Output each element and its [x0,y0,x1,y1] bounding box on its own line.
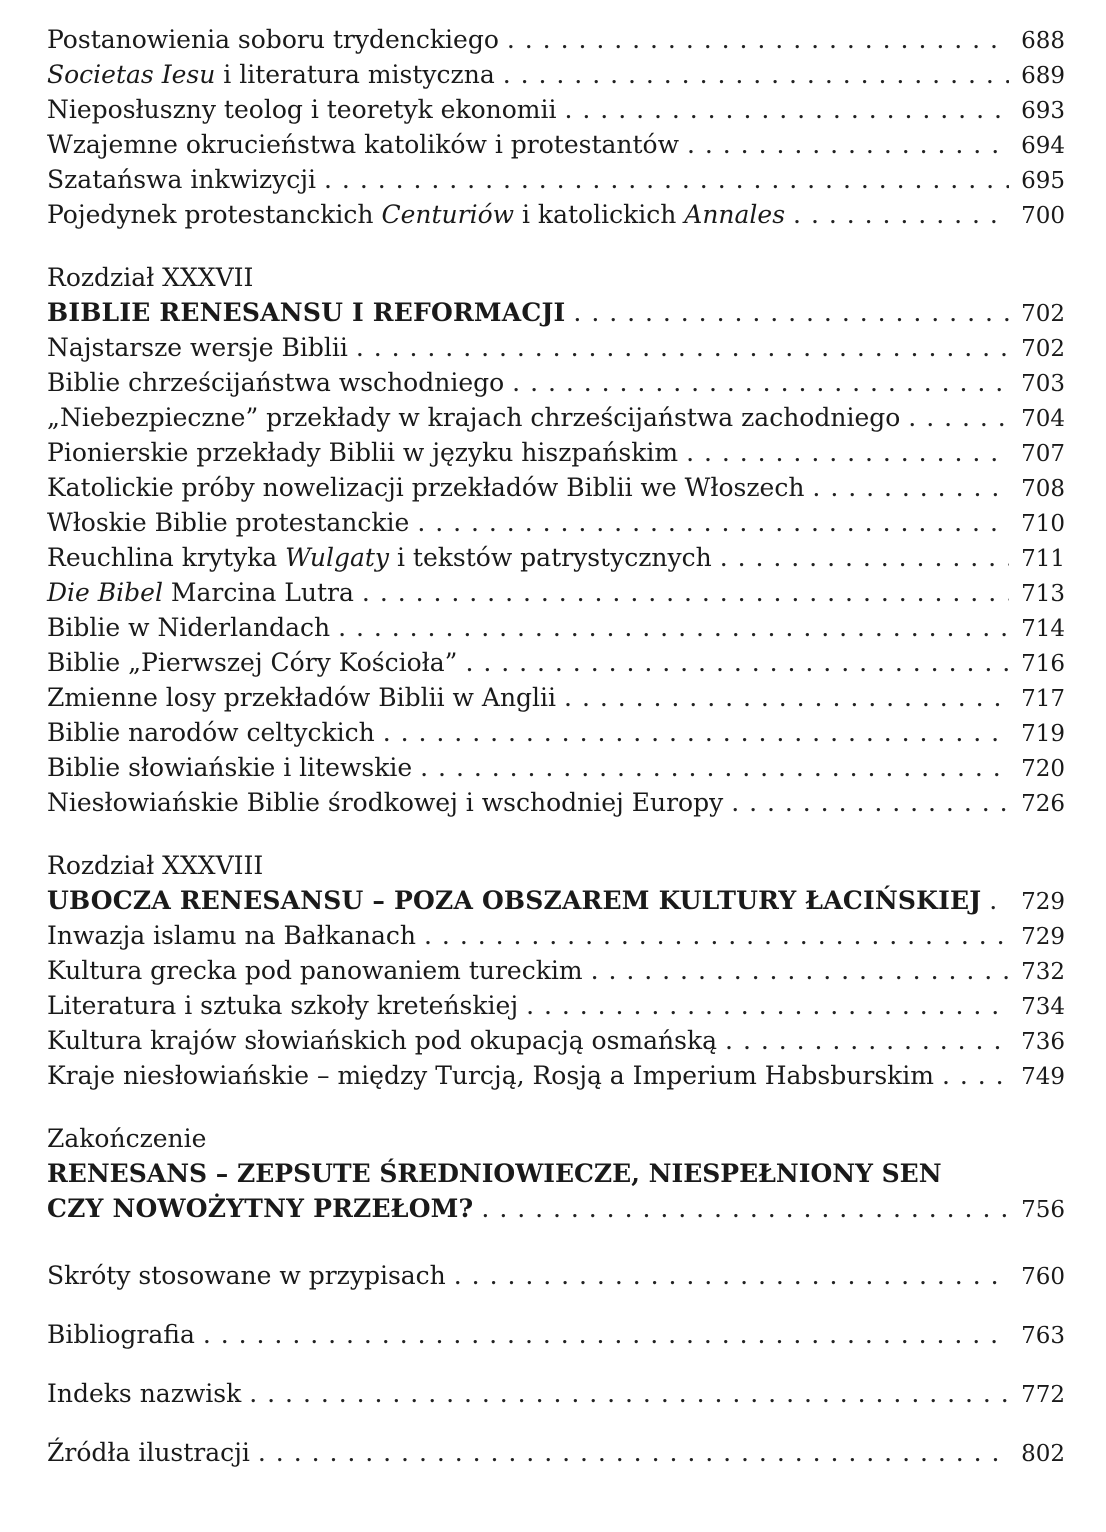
table-of-contents [47,22,1065,1470]
toc-entry-page: 710 [1021,511,1065,537]
toc-entry-title-italic: Annales [684,200,786,229]
toc-entry-title: Biblie w Niderlandach [47,613,331,642]
toc-entry[interactable] [47,365,1065,400]
dot-leader [812,470,1009,505]
toc-entry-title: Biblie chrześcijaństwa wschodniego [47,368,505,397]
toc-entry[interactable] [47,505,1065,540]
toc-entry[interactable] [47,715,1065,750]
dot-leader [564,680,1009,715]
dot-leader [591,953,1010,988]
toc-entry-title [47,197,785,232]
toc-entry-page: 713 [1021,581,1065,607]
toc-entry-page: 749 [1021,1064,1065,1090]
toc-entry-page: 763 [1021,1323,1065,1349]
toc-entry-title-part: Pojedynek protestanckich [47,200,382,229]
chapter-title: UBOCZA RENESANSU – POZA OBSZAREM KULTURY ŁACIŃSKIEJ [47,886,982,915]
dot-leader [503,57,1009,92]
chapter-heading[interactable] [47,295,1065,330]
toc-entry-title: Biblie „Pierwszej Córy Kościoła” [47,648,458,677]
toc-entry-title: Najstarsze wersje Biblii [47,333,348,362]
toc-entry-page: 707 [1021,441,1065,467]
dot-leader [383,715,1009,750]
toc-entry-page: 732 [1021,959,1065,985]
toc-entry[interactable] [47,1376,1065,1411]
toc-entry-page: 688 [1021,28,1065,54]
dot-leader [481,1191,1009,1226]
toc-entry-page: 729 [1021,924,1065,950]
toc-entry-page: 693 [1021,98,1065,124]
chapter-page: 729 [1021,889,1065,915]
toc-entry[interactable] [47,162,1065,197]
toc-chapter-37 [47,260,1065,820]
chapter-label: Zakończenie [47,1124,207,1153]
toc-entry-title-part: i tekstów patrystycznych [389,543,712,572]
toc-entry-title: Inwazja islamu na Bałkanach [47,921,417,950]
toc-entry-title [47,575,354,610]
toc-entry[interactable] [47,1258,1065,1293]
toc-entry-page: 703 [1021,371,1065,397]
dot-leader [507,22,1009,57]
toc-entry[interactable] [47,197,1065,232]
toc-entry-title: Nieposłuszny teolog i teoretyk ekonomii [47,95,557,124]
dot-leader [942,1058,1009,1093]
toc-entry-page: 736 [1021,1029,1065,1055]
dot-leader [424,918,1009,953]
toc-conclusion [47,1121,1065,1226]
chapter-title-line-2: CZY NOWOŻYTNY PRZEŁOM? [47,1194,474,1223]
dot-leader [324,162,1009,197]
toc-entry[interactable] [47,785,1065,820]
toc-entry[interactable] [47,330,1065,365]
chapter-label: Rozdział XXXVIII [47,851,264,880]
dot-leader [526,988,1009,1023]
toc-entry-page: 720 [1021,756,1065,782]
dot-leader [420,750,1009,785]
toc-entry-title [47,540,712,575]
toc-entry-title-italic: Wulgaty [285,543,390,572]
toc-entry-title: Katolickie próby nowelizacji przekładów Biblii we Włoszech [47,473,805,502]
toc-entry[interactable] [47,400,1065,435]
toc-entry-page: 734 [1021,994,1065,1020]
toc-entry-page: 772 [1021,1382,1065,1408]
toc-entry-title: Kultura krajów słowiańskich pod okupacją osmańską [47,1026,718,1055]
toc-entry-title-italic: Centuriów [381,200,515,229]
toc-entry-page: 708 [1021,476,1065,502]
chapter-heading[interactable] [47,883,1065,918]
toc-entry-page: 689 [1021,63,1065,89]
toc-entry[interactable] [47,610,1065,645]
toc-entry-title: Źródła ilustracji [47,1438,250,1467]
toc-entry[interactable] [47,470,1065,505]
chapter-title: BIBLIE RENESANSU I REFORMACJI [47,298,566,327]
chapter-page: 756 [1021,1197,1065,1223]
dot-leader [356,330,1009,365]
toc-entry-page: 802 [1021,1441,1065,1467]
toc-entry[interactable] [47,92,1065,127]
toc-entry-page: 726 [1021,791,1065,817]
dot-leader [686,435,1009,470]
toc-entry[interactable] [47,57,1065,92]
toc-entry-title: Kraje niesłowiańskie – między Turcją, Rosją a Imperium Habsburskim [47,1061,934,1090]
toc-entry[interactable] [47,680,1065,715]
toc-entry-page: 714 [1021,616,1065,642]
toc-entry-title: Kultura grecka pod panowaniem tureckim [47,956,583,985]
toc-entry[interactable] [47,1058,1065,1093]
toc-entry-title: Biblie słowiańskie i litewskie [47,753,413,782]
toc-back-matter [47,1258,1065,1470]
toc-entry-title-part: Marcina Lutra [162,578,354,607]
chapter-label: Rozdział XXXVII [47,263,254,292]
toc-entry[interactable] [47,540,1065,575]
toc-entry[interactable] [47,645,1065,680]
toc-entry-page: 716 [1021,651,1065,677]
toc-entry-title: „Niebezpieczne” przekłady w krajach chrześcijaństwa zachodniego [47,403,901,432]
toc-entry-title-rest: i literatura mistyczna [215,60,495,89]
toc-section-a [47,22,1065,232]
toc-entry-title [47,57,495,92]
toc-entry-title: Pionierskie przekłady Biblii w języku hiszpańskim [47,438,679,467]
dot-leader [989,883,1009,918]
dot-leader [573,295,1009,330]
toc-entry-page: 700 [1021,203,1065,229]
toc-entry[interactable] [47,918,1065,953]
toc-entry-title: Włoskie Biblie protestanckie [47,508,410,537]
toc-entry-title-italic: Die Bibel [47,578,163,607]
toc-entry[interactable] [47,1023,1065,1058]
toc-entry[interactable] [47,22,1065,57]
dot-leader [258,1435,1009,1470]
toc-entry-title-part: Reuchlina krytyka [47,543,286,572]
dot-leader [687,127,1009,162]
dot-leader [465,645,1009,680]
dot-leader [203,1317,1009,1352]
toc-entry-title: Zmienne losy przekładów Biblii w Anglii [47,683,557,712]
toc-entry[interactable] [47,127,1065,162]
dot-leader [908,400,1009,435]
dot-leader [793,197,1009,232]
dot-leader [338,610,1009,645]
dot-leader [249,1376,1009,1411]
chapter-page: 702 [1021,301,1065,327]
toc-entry[interactable] [47,435,1065,470]
toc-entry-title-part: i katolickich [514,200,685,229]
toc-entry[interactable] [47,1317,1065,1352]
chapter-title-line-1[interactable]: RENESANS – ZEPSUTE ŚREDNIOWIECZE, NIESPEŁNIONY SEN [47,1159,942,1188]
dot-leader [720,540,1009,575]
toc-entry[interactable] [47,988,1065,1023]
toc-entry[interactable] [47,750,1065,785]
toc-entry-page: 694 [1021,133,1065,159]
dot-leader [362,575,1009,610]
toc-entry-page: 704 [1021,406,1065,432]
dot-leader [454,1258,1009,1293]
dot-leader [512,365,1009,400]
toc-entry-title: Indeks nazwisk [47,1379,242,1408]
toc-entry-title: Bibliografia [47,1320,195,1349]
chapter-heading[interactable] [47,1191,1065,1226]
dot-leader [731,785,1009,820]
toc-entry-page: 702 [1021,336,1065,362]
toc-entry-title-italic: Societas Iesu [47,60,216,89]
toc-entry-page: 695 [1021,168,1065,194]
toc-entry-page: 711 [1021,546,1065,572]
toc-entry-page: 760 [1021,1264,1065,1290]
toc-entry[interactable] [47,953,1065,988]
toc-entry-title: Wzajemne okrucieństwa katolików i protestantów [47,130,679,159]
toc-entry[interactable] [47,575,1065,610]
dot-leader [565,92,1010,127]
toc-entry-title: Szatańswa inkwizycji [47,165,317,194]
toc-entry-title: Biblie narodów celtyckich [47,718,375,747]
toc-entry-title: Niesłowiańskie Biblie środkowej i wschodniej Europy [47,788,724,817]
toc-entry-page: 717 [1021,686,1065,712]
toc-entry[interactable] [47,1435,1065,1470]
toc-entry-title: Postanowienia soboru trydenckiego [47,25,499,54]
dot-leader [417,505,1009,540]
toc-entry-title: Skróty stosowane w przypisach [47,1261,446,1290]
toc-entry-title: Literatura i sztuka szkoły kreteńskiej [47,991,519,1020]
dot-leader [725,1023,1009,1058]
toc-chapter-38 [47,848,1065,1093]
toc-entry-page: 719 [1021,721,1065,747]
